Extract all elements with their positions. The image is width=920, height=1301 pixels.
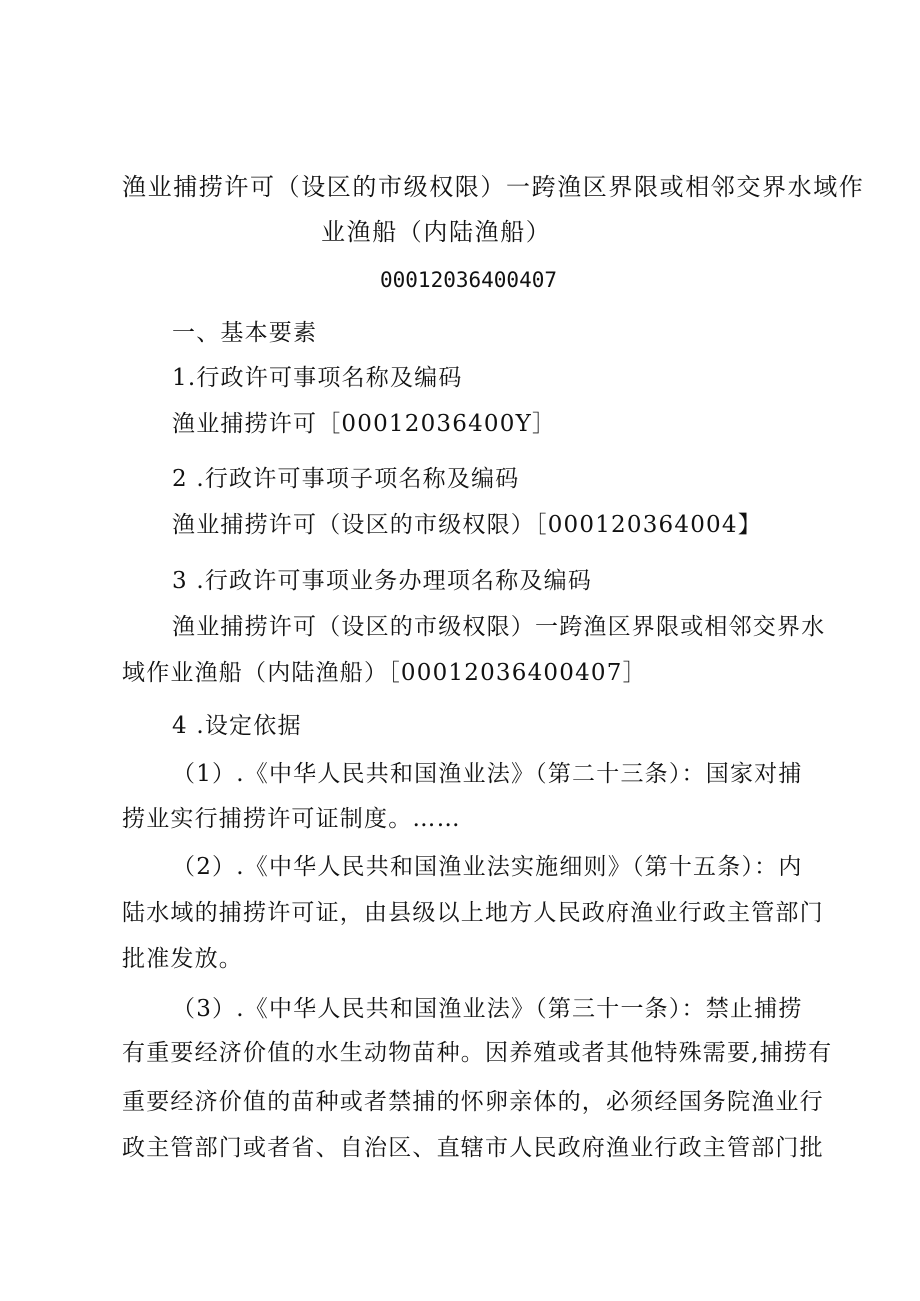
item-2-heading: 2 .行政许可事项子项名称及编码 — [172, 466, 520, 492]
item-2-value: 渔业捕捞许可（设区的市级权限）［000120364004】 — [172, 512, 762, 538]
item-1-value: 渔业捕捞许可［00012036400Y］ — [172, 411, 557, 437]
basis-2-line-2: 陆水域的捕捞许可证，由县级以上地方人民政府渔业行政主管部门 — [122, 900, 824, 926]
basis-2-line-3: 批准发放。 — [122, 946, 243, 972]
item-3-value-line-2: 域作业渔船（内陆渔船）［00012036400407］ — [122, 660, 647, 686]
document-title-code: 00012036400407 — [380, 268, 558, 292]
document-title-line-2: 业渔船（内陆渔船） — [321, 218, 552, 246]
basis-2-line-1: （2）.《中华人民共和国渔业法实施细则》（第十五条）：内 — [172, 854, 803, 880]
item-3-value-line-1: 渔业捕捞许可（设区的市级权限）一跨渔区界限或相邻交界水 — [172, 614, 826, 640]
basis-1-line-2: 捞业实行捕捞许可证制度。…… — [122, 806, 461, 832]
item-1-heading: 1.行政许可事项名称及编码 — [172, 365, 463, 391]
item-3-heading: 3 .行政许可事项业务办理项名称及编码 — [172, 568, 593, 594]
basis-3-line-3: 重要经济价值的苗种或者禁捕的怀卵亲体的，必须经国务院渔业行 — [122, 1089, 824, 1115]
document-title-line-1: 渔业捕捞许可（设区的市级权限）一跨渔区界限或相邻交界水域作 — [122, 173, 865, 201]
section-heading-basic-elements: 一、基本要素 — [172, 320, 318, 346]
basis-3-line-4: 政主管部门或者省、自治区、直辖市人民政府渔业行政主管部门批 — [122, 1135, 824, 1161]
basis-3-line-2: 有重要经济价值的水生动物苗种。因养殖或者其他特殊需要,捕捞有 — [122, 1040, 833, 1066]
basis-3-line-1: （3）.《中华人民共和国渔业法》（第三十一条）：禁止捕捞 — [172, 996, 803, 1022]
item-4-heading: 4 .设定依据 — [172, 713, 302, 739]
basis-1-line-1: （1）.《中华人民共和国渔业法》（第二十三条）：国家对捕 — [172, 761, 803, 787]
